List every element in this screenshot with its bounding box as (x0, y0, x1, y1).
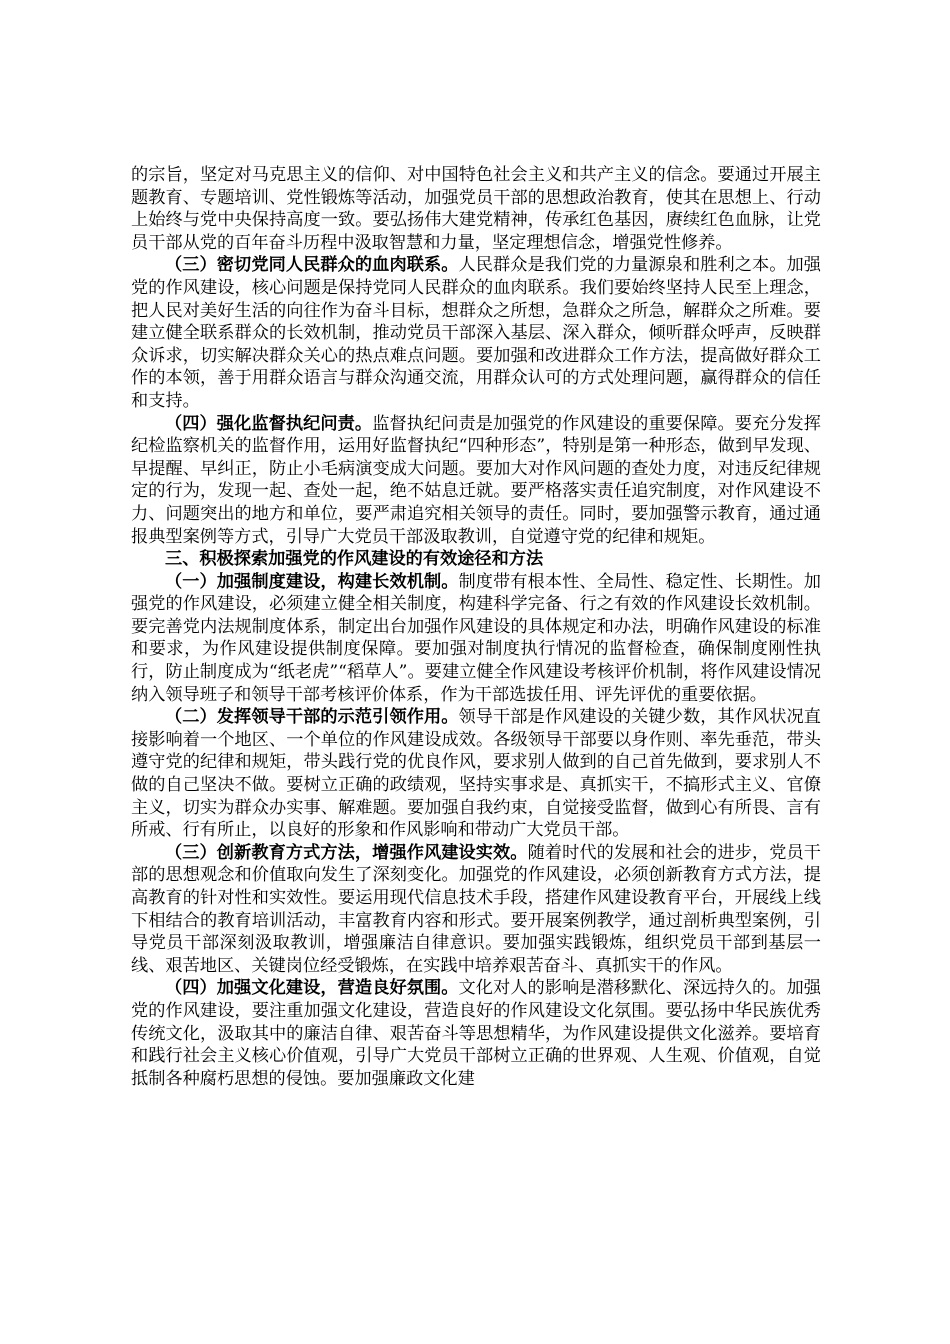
paragraph-section-4 (131, 413, 821, 549)
paragraph-text: 文化对人的影响是潜移默化、深远持久的。加强党的作风建设，要注重加强文化建设，营造良好的作风建设文化氛围。要弘扬中华民族优秀传统文化，汲取其中的廉洁自律、艰苦奋斗等思想精华，为作风建设提供文化滋养。要培育和践行社会主义核心价值观，引导广大党员干部树立正确的世界观、人生观、价值观，自觉抵制各种腐朽思想的侵蚀。要加强廉政文化建 (131, 978, 821, 1089)
paragraph-subsection-1 (131, 571, 821, 707)
paragraph-lead: （三）创新教育方式方法，增强作风建设实效。 (165, 842, 528, 863)
paragraph-lead: （三）密切党同人民群众的血肉联系。 (165, 255, 459, 276)
paragraph-subsection-3 (131, 842, 821, 978)
paragraph-text: 人民群众是我们党的力量源泉和胜利之本。加强党的作风建设，核心问题是保持党同人民群众的血肉联系。我们要始终坚持人民至上理念，把人民对美好生活的向往作为奋斗目标，想群众之所想，急群众之所急，解群众之所难。要建立健全联系群众的长效机制，推动党员干部深入基层、深入群众，倾听群众呼声，反映群众诉求，切实解决群众关心的热点难点问题。要加强和改进群众工作方法，提高做好群众工作的本领，善于用群众语言与群众沟通交流，用群众认可的方式处理问题，赢得群众的信任和支持。 (131, 255, 821, 411)
paragraph-text: 的宗旨，坚定对马克思主义的信仰、对中国特色社会主义和共产主义的信念。要通过开展主题教育、专题培训、党性锻炼等活动，加强党员干部的思想政治教育，使其在思想上、行动上始终与党中央保持高度一致。要弘扬伟大建党精神，传承红色基因，赓续红色血脉，让党员干部从党的百年奋斗历程中汲取智慧和力量，坚定理想信念，增强党性修养。 (131, 165, 821, 253)
paragraph-text: 制度带有根本性、全局性、稳定性、长期性。加强党的作风建设，必须建立健全相关制度，构建科学完备、行之有效的作风建设长效机制。要完善党内法规制度体系，制定出台加强作风建设的具体规定和办法，明确作风建设的标准和要求，为作风建设提供制度保障。要加强对制度执行情况的监督检查，确保制度刚性执行，防止制度成为“纸老虎”“稻草人”。要建立健全作风建设考核评价机制，将作风建设情况纳入领导班子和领导干部考核评价体系，作为干部选拔任用、评先评优的重要依据。 (131, 571, 821, 705)
paragraph-continuation (131, 164, 821, 254)
paragraph-subsection-4 (131, 977, 821, 1090)
paragraph-subsection-2 (131, 706, 821, 842)
paragraph-text: 领导干部是作风建设的关键少数，其作风状况直接影响着一个地区、一个单位的作风建设成效。各级领导干部要以身作则、率先垂范，带头遵守党的纪律和规矩，带头践行党的优良作风，要求别人做到的自己首先做到，要求别人不做的自己坚决不做。要树立正确的政绩观，坚持实事求是、真抓实干，不搞形式主义、官僚主义，切实为群众办实事、解难题。要加强自我约束，自觉接受监督，做到心有所畏、言有所戒、行有所止，以良好的形象和作风影响和带动广大党员干部。 (131, 707, 821, 841)
section-heading: 三、积极探索加强党的作风建设的有效途径和方法 (165, 549, 544, 570)
paragraph-lead: （四）加强文化建设，营造良好氛围。 (165, 978, 459, 999)
paragraph-lead: （二）发挥领导干部的示范引领作用。 (165, 707, 459, 728)
paragraph-text: 监督执纪问责是加强党的作风建设的重要保障。要充分发挥纪检监察机关的监督作用，运用好监督执纪“四种形态”，特别是第一种形态，做到早发现、早提醒、早纠正，防止小毛病演变成大问题。要加大对作风问题的查处力度，对违反纪律规定的行为，发现一起、查处一起，绝不姑息迁就。要严格落实责任追究制度，对作风建设不力、问题突出的地方和单位，要严肃追究相关领导的责任。同时，要加强警示教育，通过通报典型案例等方式，引导广大党员干部汲取教训，自觉遵守党的纪律和规矩。 (131, 413, 821, 547)
paragraph-text: 随着时代的发展和社会的进步，党员干部的思想观念和价值取向发生了深刻变化。加强党的作风建设，必须创新教育方式方法，提高教育的针对性和实效性。要运用现代信息技术手段，搭建作风建设教育平台，开展线上线下相结合的教育培训活动，丰富教育内容和形式。要开展案例教学，通过剖析典型案例，引导党员干部深刻汲取教训，增强廉洁自律意识。要加强实践锻炼，组织党员干部到基层一线、艰苦地区、关键岗位经受锻炼，在实践中培养艰苦奋斗、真抓实干的作风。 (131, 842, 821, 976)
document-body (131, 164, 821, 1090)
paragraph-section-3 (131, 254, 821, 412)
paragraph-lead: （四）强化监督执纪问责。 (165, 413, 373, 434)
paragraph-lead: （一）加强制度建设，构建长效机制。 (165, 571, 459, 592)
